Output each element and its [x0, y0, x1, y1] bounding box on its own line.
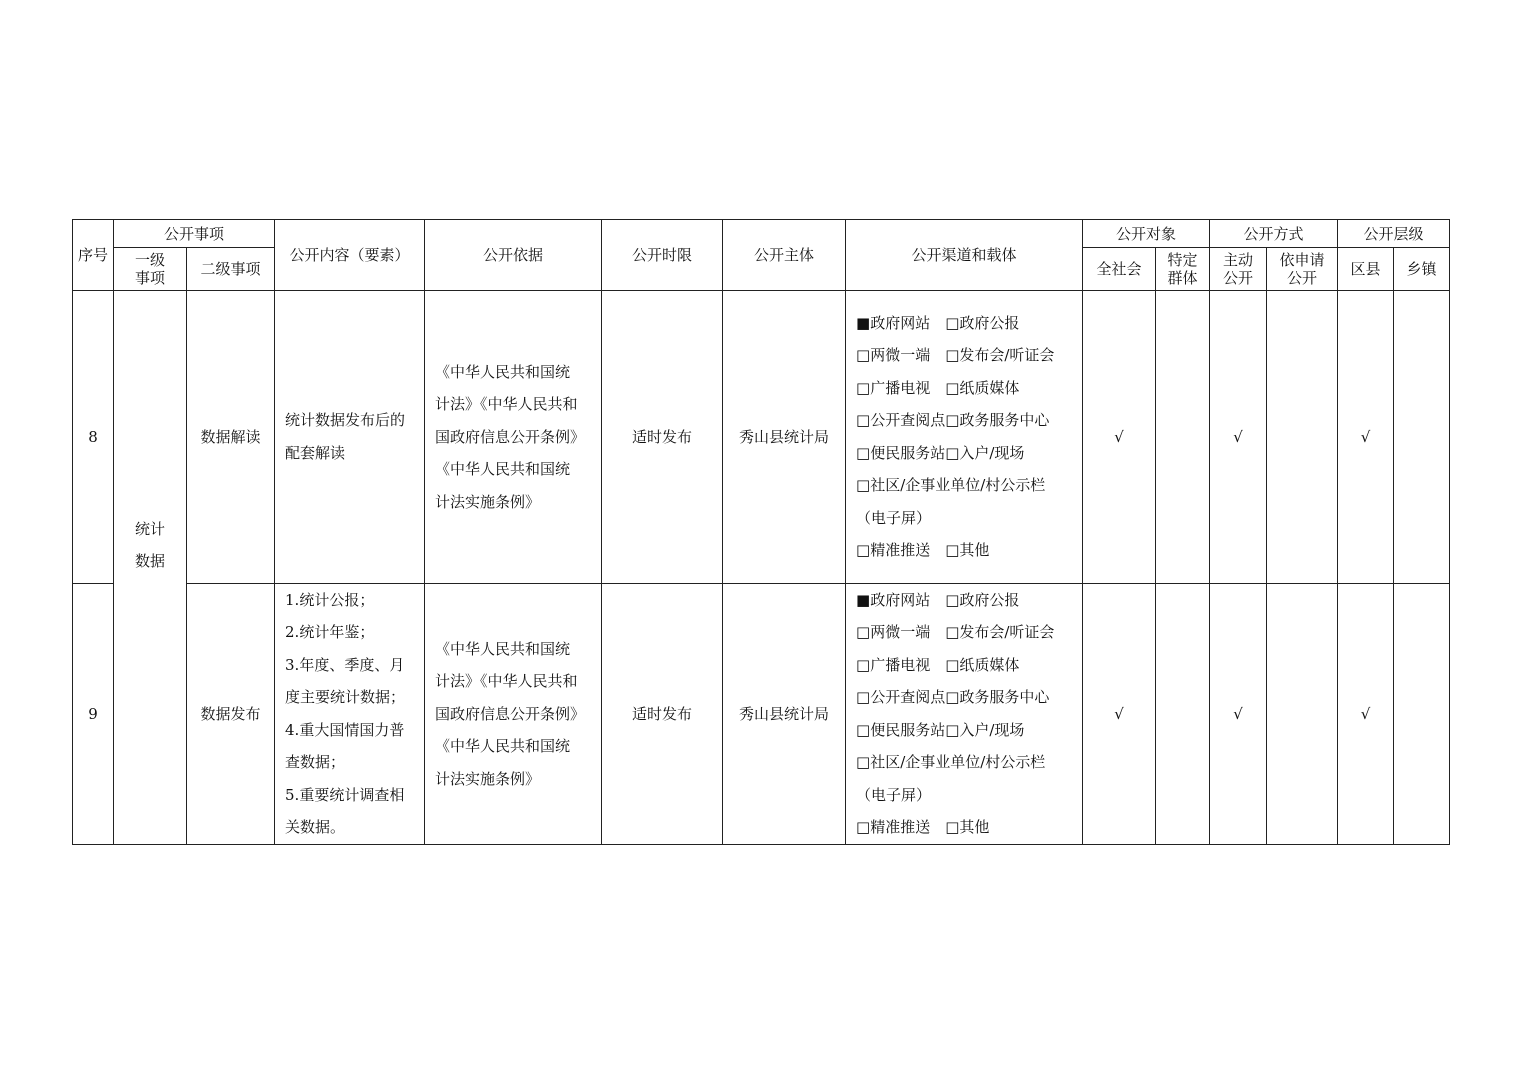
- row-subject: 秀山县统计局: [723, 583, 846, 844]
- row-channels: ■政府网站 □政府公报 □两微一端 □发布会/听证会 □广播电视 □纸质媒体 □公开查阅点□政务服务中心 □便民服务站□入户/现场 □社区/企事业单位/村公示栏 （电子屏） □精准推送 □其他: [846, 291, 1083, 584]
- row-level-county: √: [1338, 583, 1394, 844]
- header-method-request: 依申请公开: [1267, 248, 1338, 291]
- header-method: 公开方式: [1210, 220, 1338, 248]
- header-channel: 公开渠道和载体: [846, 220, 1083, 291]
- row-time-limit: 适时发布: [602, 291, 723, 584]
- header-target-specific: 特定群体: [1156, 248, 1210, 291]
- table-row: [73, 583, 1450, 844]
- header-level2: 二级事项: [187, 248, 275, 291]
- header-matter: 公开事项: [114, 220, 275, 248]
- header-content: 公开内容（要素）: [275, 220, 425, 291]
- row-level-town: [1394, 583, 1450, 844]
- row-method-active: √: [1210, 583, 1267, 844]
- header-level-town: 乡镇: [1394, 248, 1450, 291]
- header-level-county: 区县: [1338, 248, 1394, 291]
- row-content: 统计数据发布后的 配套解读: [275, 291, 425, 584]
- row-method-active: √: [1210, 291, 1267, 584]
- disclosure-table: [72, 219, 1450, 845]
- level1-item: 统计数据: [114, 291, 187, 845]
- row-subject: 秀山县统计局: [723, 291, 846, 584]
- row-target-all: √: [1083, 291, 1156, 584]
- row-basis: 《中华人民共和国统 计法》《中华人民共和 国政府信息公开条例》 《中华人民共和国统 计法实施条例》: [425, 583, 602, 844]
- header-level: 公开层级: [1338, 220, 1450, 248]
- row-target-specific: [1156, 583, 1210, 844]
- row-level-county: √: [1338, 291, 1394, 584]
- header-seq: 序号: [73, 220, 114, 291]
- header-level1: 一级事项: [114, 248, 187, 291]
- row-method-request: [1267, 583, 1338, 844]
- row-basis: 《中华人民共和国统 计法》《中华人民共和 国政府信息公开条例》 《中华人民共和国统 计法实施条例》: [425, 291, 602, 584]
- row-channels: ■政府网站 □政府公报 □两微一端 □发布会/听证会 □广播电视 □纸质媒体 □公开查阅点□政务服务中心 □便民服务站□入户/现场 □社区/企事业单位/村公示栏 （电子屏） □精准推送 □其他: [846, 583, 1083, 844]
- table-row: [73, 291, 1450, 584]
- row-target-all: √: [1083, 583, 1156, 844]
- header-subject: 公开主体: [723, 220, 846, 291]
- header-basis: 公开依据: [425, 220, 602, 291]
- header-method-active: 主动公开: [1210, 248, 1267, 291]
- row-seq: 8: [73, 291, 114, 584]
- row-seq: 9: [73, 583, 114, 844]
- row-level2: 数据发布: [187, 583, 275, 844]
- header-time-limit: 公开时限: [602, 220, 723, 291]
- row-time-limit: 适时发布: [602, 583, 723, 844]
- header-target: 公开对象: [1083, 220, 1210, 248]
- row-method-request: [1267, 291, 1338, 584]
- row-level2: 数据解读: [187, 291, 275, 584]
- row-content: 1.统计公报； 2.统计年鉴； 3.年度、季度、月 度主要统计数据； 4.重大国情国力普 查数据； 5.重要统计调查相 关数据。: [275, 583, 425, 844]
- row-level-town: [1394, 291, 1450, 584]
- header-target-all: 全社会: [1083, 248, 1156, 291]
- row-target-specific: [1156, 291, 1210, 584]
